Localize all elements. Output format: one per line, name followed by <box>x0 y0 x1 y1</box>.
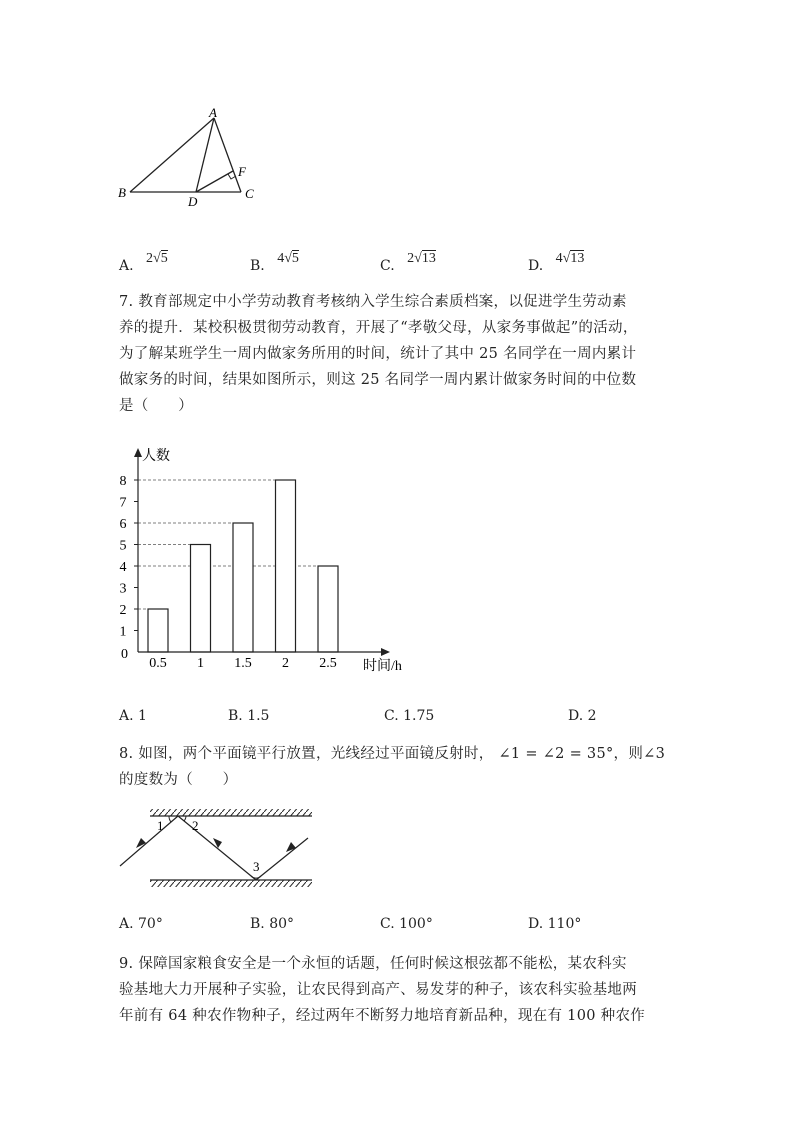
q7-option-a[interactable]: A. 1 <box>119 708 147 724</box>
label-a: A <box>209 105 217 120</box>
y-axis-arrow-icon <box>134 448 142 457</box>
q8-option-c[interactable]: C. 100° <box>380 916 433 932</box>
y-tick-label: 5 <box>119 538 127 554</box>
question-8-text <box>119 741 679 793</box>
reflected-ray <box>178 816 256 880</box>
option-letter: D. <box>528 258 544 274</box>
q8-option-d[interactable]: D. 110° <box>528 916 582 932</box>
y-tick-label: 7 <box>119 495 127 511</box>
text-line: 做家务的时间，结果如图所示，则这 25 名同学一周内累计做家务时间的中位数 <box>119 372 637 388</box>
triangle-figure <box>110 100 270 210</box>
text-line: 年前有 64 种农作物种子，经过两年不断努力地培育新品种，现在有 100 种农作 <box>119 1008 646 1024</box>
y-tick-label: 8 <box>119 474 127 489</box>
q6-option-b[interactable] <box>250 251 299 275</box>
y-tick-label: 3 <box>119 581 127 597</box>
text-line: 是（ ） <box>119 398 193 414</box>
sqrt-icon: √5 <box>153 251 168 266</box>
text-line: 为了解某班学生一周内做家务所用的时间，统计了其中 25 名同学在一周内累计 <box>119 346 637 362</box>
bar <box>233 523 253 652</box>
q6-option-a[interactable] <box>119 251 168 275</box>
x-tick-label: 2 <box>282 656 289 671</box>
bar <box>191 545 211 653</box>
x-tick-label: 1 <box>197 656 204 671</box>
sqrt-icon: √5 <box>284 251 299 266</box>
text-line: 的度数为（ ） <box>119 772 238 788</box>
bar <box>148 609 168 652</box>
y-tick-label: 1 <box>119 624 127 640</box>
y-tick-label: 6 <box>119 517 127 532</box>
option-letter: B. <box>250 258 265 274</box>
angle-1-arc <box>169 816 171 822</box>
q6-option-d[interactable] <box>528 251 585 275</box>
text-line: 7. 教育部规定中小学劳动教育考核纳入学生综合素质档案，以促进学生劳动素 <box>119 294 627 310</box>
option-letter: A. <box>119 258 134 274</box>
side-ac <box>214 118 241 192</box>
text-line: 养的提升．某校积极贯彻劳动教育，开展了“孝敬父母，从家务事做起”的活动， <box>119 320 638 336</box>
label-b: B <box>118 185 126 200</box>
bottom-mirror-hatching <box>150 880 312 887</box>
incident-ray <box>120 816 178 866</box>
x-axis-label: 时间/h <box>363 659 402 674</box>
q8-option-a[interactable]: A. 70° <box>119 916 163 932</box>
side-ab <box>130 118 214 192</box>
question-7-text <box>119 289 679 419</box>
bar <box>318 566 338 652</box>
text-line: 验基地大力开展种子实验，让农民得到高产、易发芽的种子，该农科实验基地两 <box>119 982 637 998</box>
q7-option-c[interactable]: C. 1.75 <box>384 708 435 724</box>
label-f: F <box>238 164 246 179</box>
bar <box>276 480 296 652</box>
coefficient: 4 <box>555 251 563 266</box>
q8-option-b[interactable]: B. 80° <box>250 916 295 932</box>
x-axis-arrow-icon <box>381 648 390 656</box>
label-c: C <box>245 186 254 201</box>
angle-1-label: 1 <box>157 818 164 833</box>
label-d: D <box>188 194 198 209</box>
outgoing-ray <box>256 838 308 880</box>
x-tick-label: 0.5 <box>149 656 167 671</box>
question-9-text <box>119 951 679 1029</box>
segment-ad <box>196 118 214 192</box>
coefficient: 4 <box>277 251 285 266</box>
top-mirror-hatching <box>150 809 312 816</box>
x-tick-label: 1.5 <box>234 656 252 671</box>
bar-chart <box>100 440 420 680</box>
y-axis-label: 人数 <box>142 449 170 464</box>
text-line: 9. 保障国家粮食安全是一个永恒的话题，任何时候这根弦都不能松，某农科实 <box>119 956 627 972</box>
ray-arrow-icon <box>286 842 296 852</box>
ray-arrow-icon <box>136 838 146 848</box>
sqrt-icon: √13 <box>414 251 436 266</box>
q7-option-d[interactable]: D. 2 <box>568 708 597 724</box>
angle-2-label: 2 <box>192 818 199 833</box>
sqrt-icon: √13 <box>562 251 585 266</box>
angle-2-arc <box>184 816 186 821</box>
q7-option-b[interactable]: B. 1.5 <box>228 708 270 724</box>
coefficient: 2 <box>407 251 415 266</box>
coefficient: 2 <box>146 251 154 266</box>
mirror-figure <box>110 800 320 895</box>
angle-3-label: 3 <box>253 859 260 874</box>
segment-df <box>196 171 233 192</box>
x-tick-label: 2.5 <box>319 656 337 671</box>
origin-label: 0 <box>121 647 128 662</box>
y-tick-label: 2 <box>119 603 127 618</box>
q6-option-c[interactable] <box>380 251 436 275</box>
y-tick-label: 4 <box>119 560 127 575</box>
option-letter: C. <box>380 258 395 274</box>
text-line: 8. 如图，两个平面镜平行放置，光线经过平面镜反射时， ∠1 = ∠2 = 35°，则∠3 <box>119 746 666 762</box>
